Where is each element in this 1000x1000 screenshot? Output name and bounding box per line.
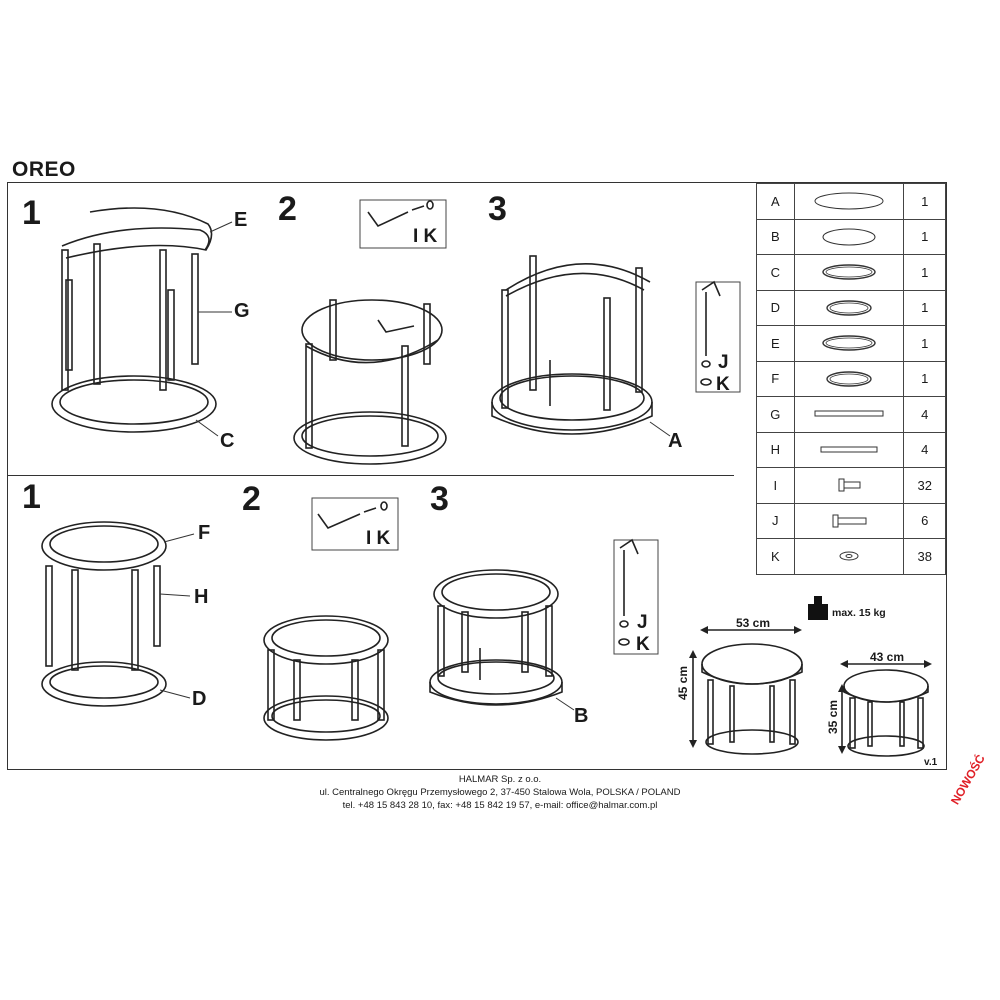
part-letter: A: [757, 184, 795, 220]
small-top-disc-icon: [794, 219, 904, 255]
short-bolt-icon: [794, 468, 904, 504]
parts-row: [757, 219, 946, 255]
part-quantity: 1: [904, 219, 946, 255]
new-product-stamp: NOWOŚĆ: [948, 752, 988, 807]
small-base-ring-icon: [794, 290, 904, 326]
part-letter: H: [757, 432, 795, 468]
part-letter: B: [757, 219, 795, 255]
small-top-ring-icon: [794, 361, 904, 397]
part-letter: E: [757, 326, 795, 362]
large-base-ring-icon: [794, 255, 904, 291]
large-top-disc-icon: [794, 184, 904, 220]
parts-row: [757, 255, 946, 291]
long-bolt-icon: [794, 503, 904, 539]
callout-A: A: [668, 430, 683, 452]
footer-address: ul. Centralnego Okręgu Przemysłowego 2, 37-450 Stalowa Wola, POLSKA / POLAND: [319, 787, 681, 798]
footer-contact: tel. +48 15 843 28 10, fax: +48 15 842 19 57, e-mail: office@halmar.com.pl: [342, 800, 658, 811]
callout-D: D: [192, 688, 207, 710]
large-table-height: 45 cm: [676, 665, 690, 700]
part-letter: G: [757, 397, 795, 433]
product-title: OREO: [12, 158, 76, 181]
part-quantity: 1: [904, 326, 946, 362]
step-number-bottom-1: 1: [22, 478, 41, 516]
step3-large-top-illustration: [492, 256, 740, 436]
parts-row: [757, 397, 946, 433]
parts-row: [757, 290, 946, 326]
footer-company: HALMAR Sp. z o.o.: [458, 774, 542, 785]
part-letter: D: [757, 290, 795, 326]
hardware-label-k-bottom: K: [636, 634, 650, 655]
part-quantity: 4: [904, 432, 946, 468]
hardware-label-ik-top: I K: [413, 226, 438, 247]
part-quantity: 1: [904, 184, 946, 220]
step-number-bottom-2: 2: [242, 480, 261, 518]
step-number-bottom-3: 3: [430, 480, 449, 518]
version-label: v.1: [924, 757, 938, 768]
callout-H: H: [194, 586, 209, 608]
callout-C: C: [220, 430, 235, 452]
part-quantity: 4: [904, 397, 946, 433]
parts-row: [757, 361, 946, 397]
part-quantity: 1: [904, 255, 946, 291]
step-number-top-3: 3: [488, 190, 507, 228]
part-letter: J: [757, 503, 795, 539]
hardware-label-j-top: J: [718, 352, 729, 373]
part-quantity: 6: [904, 503, 946, 539]
parts-row: [757, 432, 946, 468]
part-letter: C: [757, 255, 795, 291]
parts-row: [757, 539, 946, 575]
step1-small-exploded-illustration: [42, 522, 194, 706]
large-table-width: 53 cm: [736, 616, 771, 630]
part-letter: I: [757, 468, 795, 504]
parts-row: [757, 468, 946, 504]
hardware-label-ik-bottom: I K: [366, 528, 391, 549]
small-table-width: 43 cm: [870, 650, 905, 664]
small-table-height: 35 cm: [826, 699, 840, 734]
step1-large-exploded-illustration: [52, 208, 232, 436]
callout-E: E: [234, 209, 248, 231]
callout-F: F: [198, 522, 211, 544]
parts-row: [757, 184, 946, 220]
parts-row: [757, 326, 946, 362]
part-letter: F: [757, 361, 795, 397]
max-load-label: max. 15 kg: [832, 607, 886, 619]
large-top-ring-icon: [794, 326, 904, 362]
hardware-label-j-bottom: J: [637, 612, 648, 633]
step-number-top-2: 2: [278, 190, 297, 228]
part-letter: K: [757, 539, 795, 575]
part-quantity: 1: [904, 361, 946, 397]
hardware-label-k-top: K: [716, 374, 730, 395]
step3-small-top-illustration: [430, 540, 658, 710]
short-leg-bar-icon: [794, 432, 904, 468]
washer-icon: [794, 539, 904, 575]
part-quantity: 1: [904, 290, 946, 326]
callout-G: G: [234, 300, 250, 322]
part-quantity: 38: [904, 539, 946, 575]
parts-row: [757, 503, 946, 539]
dimensions-illustration: [689, 596, 932, 756]
parts-list-table: [756, 183, 946, 575]
callout-B: B: [574, 705, 589, 727]
long-leg-bar-icon: [794, 397, 904, 433]
part-quantity: 32: [904, 468, 946, 504]
step-number-top-1: 1: [22, 194, 41, 232]
